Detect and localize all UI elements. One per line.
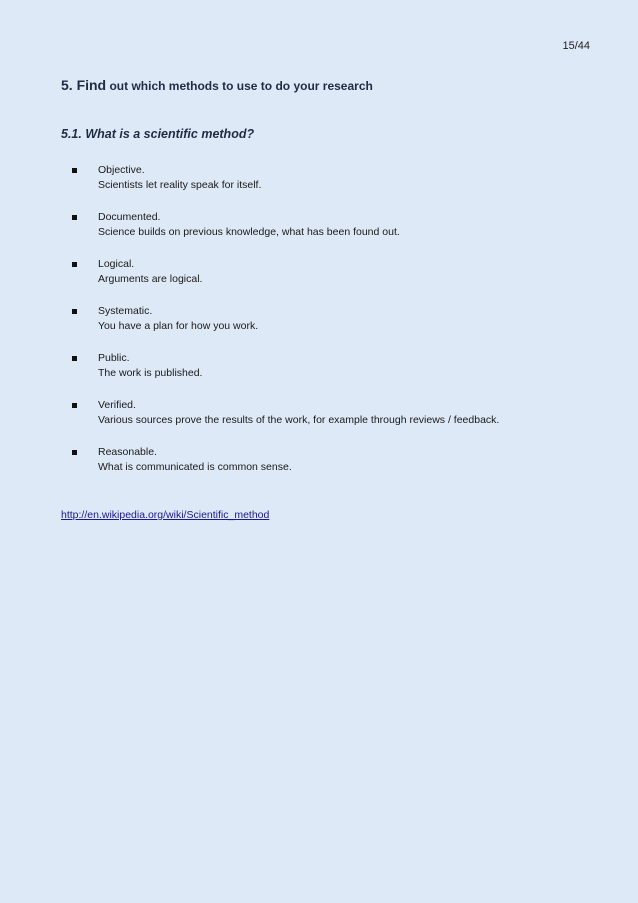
- square-bullet-icon: [72, 403, 77, 408]
- page-number: 15/44: [562, 40, 590, 52]
- list-item-term: Objective.: [98, 164, 145, 176]
- list-item-documented: [70, 210, 590, 257]
- square-bullet-icon: [72, 262, 77, 267]
- list-item-description: The work is published.: [98, 367, 203, 379]
- list-item-systematic: [70, 304, 590, 351]
- section-heading-lead: 5. Find: [61, 77, 107, 93]
- list-item-term: Documented.: [98, 211, 161, 223]
- list-item-description: Arguments are logical.: [98, 273, 203, 285]
- list-item-term: Systematic.: [98, 305, 153, 317]
- square-bullet-icon: [72, 356, 77, 361]
- list-item-term: Public.: [98, 352, 130, 364]
- method-list: [70, 163, 590, 492]
- wikipedia-link[interactable]: http://en.wikipedia.org/wiki/Scientific_method: [61, 509, 270, 521]
- list-item-description: Various sources prove the results of the work, for example through reviews / feedback.: [98, 414, 500, 426]
- list-item-term: Reasonable.: [98, 446, 157, 458]
- square-bullet-icon: [72, 450, 77, 455]
- list-item-term: Verified.: [98, 399, 136, 411]
- section-heading-rest: out which methods to use to do your research: [106, 79, 373, 93]
- list-item-description: Scientists let reality speak for itself.: [98, 179, 262, 191]
- list-item-description: You have a plan for how you work.: [98, 320, 259, 332]
- list-item-public: [70, 351, 590, 398]
- square-bullet-icon: [72, 215, 77, 220]
- list-item-verified: [70, 398, 590, 445]
- subsection-heading: 5.1. What is a scientific method?: [61, 127, 255, 141]
- section-heading: [61, 77, 373, 95]
- square-bullet-icon: [72, 168, 77, 173]
- list-item-description: Science builds on previous knowledge, what has been found out.: [98, 226, 400, 238]
- list-item-objective: [70, 163, 590, 210]
- list-item-logical: [70, 257, 590, 304]
- square-bullet-icon: [72, 309, 77, 314]
- list-item-description: What is communicated is common sense.: [98, 461, 292, 473]
- list-item-reasonable: [70, 445, 590, 492]
- list-item-term: Logical.: [98, 258, 135, 270]
